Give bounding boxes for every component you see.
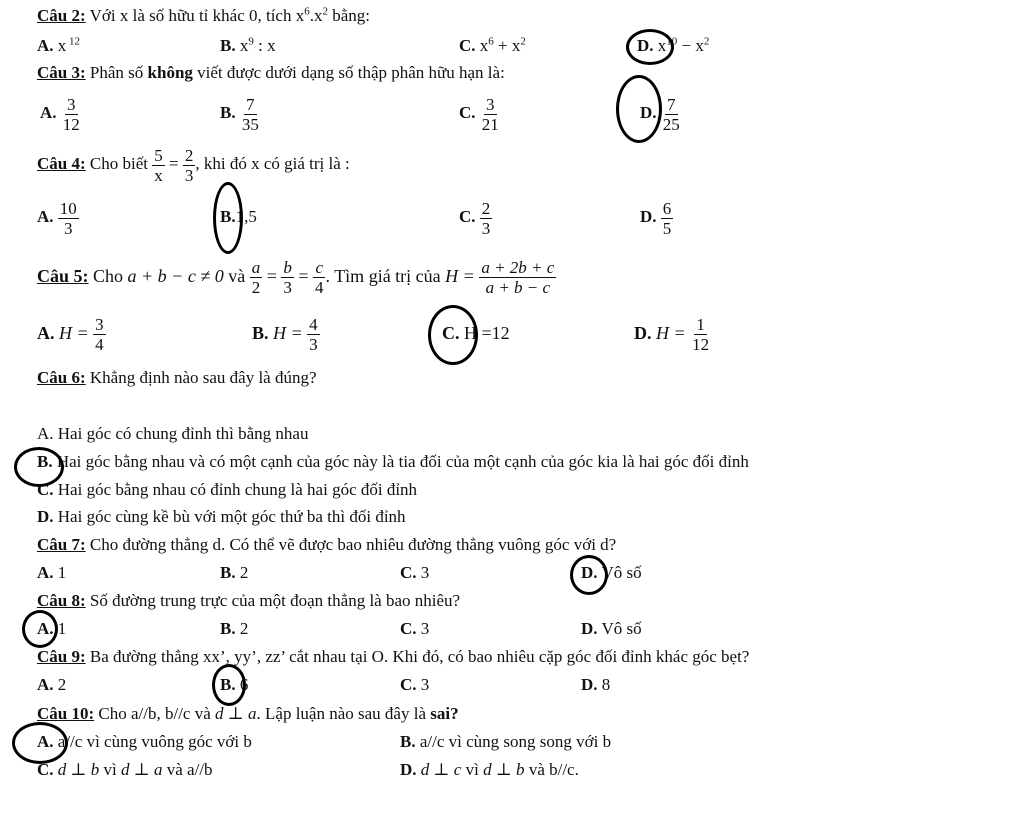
q3-option-a[interactable]: A. $\frac{3}{12}$ (40, 94, 80, 134)
q9-option-b[interactable]: B. 6 (220, 675, 249, 694)
q3-option-c[interactable]: C. $\frac{3}{21}$ (459, 94, 499, 134)
q3-label: Câu 3: (37, 63, 86, 82)
q7-option-b[interactable]: B. 2 (220, 563, 249, 582)
q4-option-d[interactable]: D. $\frac{6}{5}$ (640, 198, 672, 238)
q8-option-b[interactable]: B. 2 (220, 619, 249, 638)
q5-option-a[interactable]: A. H = $\frac{3}{4}$ (37, 315, 104, 355)
q2-option-c[interactable]: C. $x^6 + x^2$ (459, 35, 526, 55)
q6-option-d[interactable]: D. Hai góc cùng kề bù với một góc thứ ba thì đối đỉnh (37, 507, 406, 526)
q6-option-c[interactable]: C. Hai góc bằng nhau có đỉnh chung là hai góc đối đỉnh (37, 480, 418, 499)
q8-stem: Câu 8: Số đường trung trực của một đoạn thẳng là bao nhiêu? (37, 591, 461, 610)
q10-option-b[interactable]: B. a//c vì cùng song song với b (400, 732, 612, 751)
q7-label: Câu 7: (37, 535, 86, 554)
q3-option-d[interactable]: D. $\frac{7}{25}$ (640, 94, 680, 134)
q2-option-d[interactable]: D. $x^{10} - x^2$ (637, 35, 710, 55)
q10-option-d[interactable]: D. d ⊥ c vì d ⊥ b và b//c. (400, 760, 579, 779)
q8-option-d[interactable]: D. Vô số (581, 619, 642, 638)
q5-stem: Câu 5: Cho a + b − c ≠ 0 và $\frac{a}{2}$ = $\frac{b}{3}$ = $\frac{c}{4}$ . Tìm giá trị của H = $\frac{a + 2b + c}{a + b - c}$ (37, 258, 555, 298)
q2-option-a[interactable]: A. x $^{12}$ (37, 35, 81, 55)
q10-option-c[interactable]: C. d ⊥ b vì d ⊥ a và a//b (37, 760, 213, 779)
q6-stem: Câu 6: Khẳng định nào sau đây là đúng? (37, 368, 317, 387)
q10-option-a[interactable]: A. a//c vì cùng vuông góc với b (37, 732, 252, 751)
q9-option-a[interactable]: A. 2 (37, 675, 67, 694)
q10-stem: Câu 10: Cho a//b, b//c và d ⊥ a. Lập luận nào sau đây là sai? (37, 704, 459, 723)
q2-stem: Câu 2: Với x là số hữu tỉ khác 0, tích $x^6.x^2$ bằng: (37, 5, 371, 25)
q9-label: Câu 9: (37, 647, 86, 666)
q2-option-b[interactable]: B. $x^9$ : x (220, 35, 276, 55)
q3-stem: Câu 3: Phân số không viết được dưới dạng số thập phân hữu hạn là: (37, 63, 505, 82)
q5-option-c[interactable]: C. H =12 (442, 323, 510, 343)
q9-stem: Câu 9: Ba đường thẳng xx’, yy’, zz’ cắt nhau tại O. Khi đó, có bao nhiêu cặp góc đối đỉnh khác góc bẹt? (37, 647, 750, 666)
q9-option-c[interactable]: C. 3 (400, 675, 430, 694)
q8-option-a[interactable]: A. 1 (37, 619, 67, 638)
q4-stem: Câu 4: Cho biết $\frac{5}{x}$ = $\frac{2}{3}$ , khi đó x có giá trị là : (37, 145, 350, 185)
q7-option-d[interactable]: D. Vô số (581, 563, 642, 582)
q7-stem: Câu 7: Cho đường thẳng d. Có thể vẽ được bao nhiêu đường thẳng vuông góc với d? (37, 535, 617, 554)
q6-option-a[interactable]: A. Hai góc có chung đỉnh thì bằng nhau (37, 424, 309, 443)
q4-label: Câu 4: (37, 154, 86, 173)
q7-option-a[interactable]: A. 1 (37, 563, 67, 582)
q5-option-b[interactable]: B. H = $\frac{4}{3}$ (252, 315, 318, 355)
q4-option-b[interactable]: B.1,5 (220, 207, 257, 226)
q7-option-c[interactable]: C. 3 (400, 563, 430, 582)
q5-label: Câu 5: (37, 266, 89, 286)
q4-option-c[interactable]: C. $\frac{2}{3}$ (459, 198, 491, 238)
q3-option-b[interactable]: B. $\frac{7}{35}$ (220, 94, 259, 134)
q10-label: Câu 10: (37, 704, 95, 723)
q9-option-d[interactable]: D. 8 (581, 675, 611, 694)
q8-option-c[interactable]: C. 3 (400, 619, 430, 638)
q4-option-a[interactable]: A. $\frac{10}{3}$ (37, 198, 77, 238)
q6-label: Câu 6: (37, 368, 86, 387)
q2-label: Câu 2: (37, 6, 86, 25)
q8-label: Câu 8: (37, 591, 86, 610)
q6-option-b[interactable]: B. Hai góc bằng nhau và có một cạnh của góc này là tia đối của một cạnh của góc kia là hai góc đối đỉnh (37, 452, 749, 471)
q5-option-d[interactable]: D. H = $\frac{1}{12}$ (634, 315, 710, 355)
